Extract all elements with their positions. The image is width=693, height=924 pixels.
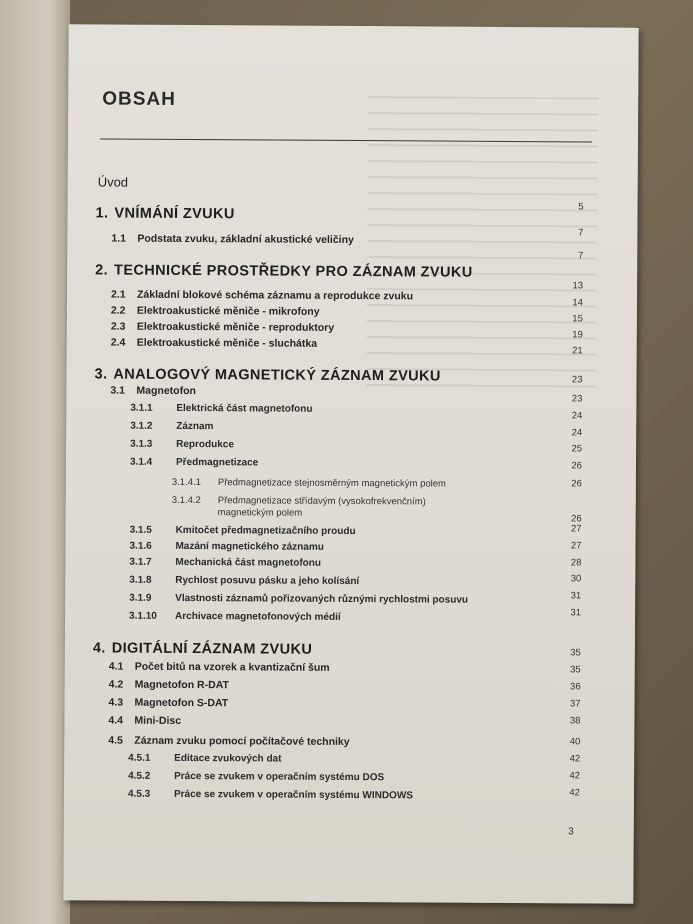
toc-entry-number: 4. bbox=[92, 640, 106, 657]
toc-entry-title-continued: magnetickým polem bbox=[217, 507, 303, 519]
toc-entry-title: Předmagnetizace střídavým (vysokofrekvenčním) bbox=[217, 495, 426, 508]
toc-page-number: 42 bbox=[569, 787, 581, 799]
toc-entry bbox=[95, 262, 473, 280]
toc-page-number: 30 bbox=[570, 573, 582, 585]
toc-page-number: 28 bbox=[570, 557, 582, 569]
toc-page-number: 26 bbox=[571, 460, 583, 472]
toc-entry bbox=[130, 439, 234, 451]
toc-entry bbox=[108, 715, 181, 727]
toc-entry-title: Elektroakustické měniče - mikrofony bbox=[136, 304, 320, 318]
toc-entry-title: ANALOGOVÝ MAGNETICKÝ ZÁZNAM ZVUKU bbox=[113, 366, 441, 385]
toc-entry bbox=[128, 789, 413, 802]
toc-entry bbox=[130, 457, 258, 469]
toc-page-number: 24 bbox=[571, 427, 583, 439]
toc-entry-title: Archivace magnetofonových médií bbox=[175, 610, 341, 623]
toc-entry-title: Reprodukce bbox=[176, 438, 234, 451]
toc-entry-title: Předmagnetizace bbox=[175, 456, 259, 469]
toc-entry-number: 3.1.1 bbox=[130, 402, 153, 414]
toc-entry bbox=[172, 477, 446, 490]
toc-entry-number: 3.1.6 bbox=[129, 540, 152, 552]
table-of-contents bbox=[63, 24, 638, 903]
toc-entry bbox=[111, 305, 320, 318]
toc-page-number: 24 bbox=[571, 410, 583, 422]
toc-entry bbox=[111, 289, 413, 303]
toc-page-number: 23 bbox=[571, 374, 583, 386]
toc-page-number: 35 bbox=[570, 647, 581, 659]
toc-entry-title: Podstata zvuku, základní akustické veličiny bbox=[137, 232, 354, 247]
toc-entry-title: Záznam zvuku pomocí počítačové techniky bbox=[134, 734, 350, 748]
toc-entry-number: 4.5.2 bbox=[128, 770, 151, 782]
toc-entry-number: 4.4 bbox=[108, 714, 124, 727]
toc-entry-title: Základní blokové schéma záznamu a reprodukce zvuku bbox=[136, 288, 414, 303]
toc-entry-number: 1.1 bbox=[111, 232, 127, 245]
toc-entry-title: Práce se zvukem v operačním systému DOS bbox=[174, 770, 385, 784]
toc-entry bbox=[130, 525, 356, 537]
toc-entry bbox=[93, 640, 313, 657]
toc-entry-number: 3.1.4.1 bbox=[171, 476, 201, 489]
toc-entry-number: 4.2 bbox=[108, 678, 124, 691]
toc-entry bbox=[130, 421, 213, 433]
toc-page-number: 26 bbox=[571, 513, 582, 525]
book-page bbox=[63, 24, 638, 903]
page-title: OBSAH bbox=[102, 88, 176, 110]
toc-entry-number: 3.1.3 bbox=[130, 438, 153, 450]
toc-page-number: 40 bbox=[569, 736, 581, 748]
toc-page-number: 42 bbox=[569, 753, 581, 765]
toc-entry-title: Elektroakustické měniče - sluchátka bbox=[136, 336, 318, 350]
toc-entry-title: Magnetofon S-DAT bbox=[134, 696, 229, 710]
toc-page-number: 27 bbox=[570, 523, 582, 535]
toc-entry bbox=[98, 174, 128, 189]
toc-entry bbox=[111, 233, 354, 246]
toc-entry-title: Úvod bbox=[97, 174, 129, 190]
toc-page-number: 15 bbox=[572, 313, 583, 325]
toc-page-number: 31 bbox=[570, 607, 582, 619]
toc-entry-number: 4.5 bbox=[108, 734, 123, 747]
toc-entry bbox=[108, 735, 349, 748]
toc-page-number: 35 bbox=[570, 664, 581, 676]
toc-page-number: 37 bbox=[569, 698, 581, 710]
toc-entry-title: Práce se zvukem v operačním systému WINDOWS bbox=[173, 788, 413, 802]
toc-entry-number: 2.2 bbox=[110, 304, 126, 317]
toc-entry bbox=[128, 771, 384, 784]
toc-page-number: 14 bbox=[572, 297, 584, 309]
toc-entry-title: VNÍMÁNÍ ZVUKU bbox=[114, 205, 235, 223]
toc-entry bbox=[129, 611, 341, 623]
toc-entry bbox=[110, 385, 196, 398]
toc-entry-number: 4.5.1 bbox=[128, 752, 151, 764]
toc-entry-title: Mini-Disc bbox=[134, 714, 182, 727]
toc-entry-number: 2.3 bbox=[110, 320, 126, 333]
toc-entry-number: 3.1 bbox=[110, 384, 126, 397]
toc-entry bbox=[172, 495, 426, 508]
toc-entry bbox=[129, 557, 321, 569]
facing-page-edge bbox=[0, 0, 70, 924]
toc-entry bbox=[128, 753, 281, 765]
toc-entry-number: 3.1.5 bbox=[129, 524, 152, 536]
toc-page-number: 21 bbox=[572, 345, 583, 357]
toc-entry-title: Předmagnetizace stejnosměrným magnetickým polem bbox=[217, 477, 447, 490]
toc-entry-title: DIGITÁLNÍ ZÁZNAM ZVUKU bbox=[111, 640, 313, 658]
toc-entry-title: Záznam bbox=[176, 420, 214, 433]
toc-entry-title: Mazání magnetického záznamu bbox=[175, 540, 324, 553]
toc-entry-number: 4.1 bbox=[108, 660, 124, 673]
toc-entry-number: 4.3 bbox=[108, 696, 124, 709]
toc-entry-number: 1. bbox=[95, 205, 109, 222]
toc-page-number: 27 bbox=[570, 540, 582, 552]
toc-entry bbox=[111, 337, 317, 350]
toc-entry bbox=[94, 366, 440, 384]
toc-entry bbox=[111, 321, 334, 334]
toc-entry bbox=[95, 205, 234, 222]
toc-entry-number: 3.1.4.2 bbox=[171, 494, 201, 507]
page-number: 3 bbox=[568, 826, 574, 838]
toc-entry-title: Magnetofon bbox=[136, 384, 196, 398]
toc-page-number: 26 bbox=[571, 478, 582, 490]
toc-entry-title: Vlastnosti záznamů pořizovaných různými rychlostmi posuvu bbox=[175, 592, 469, 606]
toc-entry-title: Elektroakustické měniče - reproduktory bbox=[136, 320, 335, 334]
toc-entry-title: Elektrická část magnetofonu bbox=[176, 402, 313, 415]
toc-entry-number: 3.1.4 bbox=[129, 456, 153, 468]
toc-page-number: 31 bbox=[570, 590, 582, 602]
toc-entry bbox=[109, 679, 229, 692]
toc-entry-number: 3. bbox=[94, 366, 108, 383]
toc-entry-number: 3.1.8 bbox=[129, 574, 152, 586]
toc-entry-title: Kmitočet předmagnetizačního proudu bbox=[175, 524, 356, 538]
toc-entry-number: 3.1.10 bbox=[129, 610, 157, 622]
toc-page-number: 7 bbox=[577, 250, 584, 262]
toc-entry-title: Rychlost posuvu pásku a jeho kolísání bbox=[175, 574, 360, 588]
toc-entry bbox=[129, 575, 359, 587]
toc-entry bbox=[109, 697, 229, 710]
toc-entry bbox=[129, 541, 323, 553]
toc-page-number: 25 bbox=[571, 443, 583, 455]
toc-entry-title: Editace zvukových dat bbox=[174, 752, 282, 765]
toc-page-number: 38 bbox=[569, 715, 581, 727]
toc-entry-number: 3.1.2 bbox=[130, 420, 153, 432]
toc-entry-title: Mechanická část magnetofonu bbox=[175, 556, 322, 569]
toc-entry-title: Magnetofon R-DAT bbox=[134, 678, 229, 692]
toc-entry-number: 3.1.7 bbox=[129, 556, 152, 568]
toc-page-number: 13 bbox=[572, 280, 584, 292]
toc-entry bbox=[129, 593, 468, 606]
toc-page-number: 42 bbox=[569, 770, 581, 782]
toc-entry bbox=[130, 403, 312, 415]
toc-entry-number: 3.1.9 bbox=[129, 592, 152, 604]
toc-entry-number: 2.1 bbox=[110, 288, 126, 301]
toc-page-number: 7 bbox=[578, 227, 584, 239]
toc-page-number: 23 bbox=[571, 393, 583, 405]
toc-page-number: 5 bbox=[578, 201, 584, 213]
toc-page-number: 19 bbox=[572, 329, 583, 341]
toc-page-number: 36 bbox=[570, 681, 581, 693]
toc-entry bbox=[109, 661, 330, 674]
toc-entry-number: 2.4 bbox=[110, 336, 126, 349]
toc-entry-number: 4.5.3 bbox=[127, 788, 151, 800]
toc-entry-title: TECHNICKÉ PROSTŘEDKY PRO ZÁZNAM ZVUKU bbox=[114, 262, 473, 281]
toc-entry-title: Počet bitů na vzorek a kvantizační šum bbox=[134, 660, 330, 674]
toc-entry-number: 2. bbox=[95, 262, 109, 279]
